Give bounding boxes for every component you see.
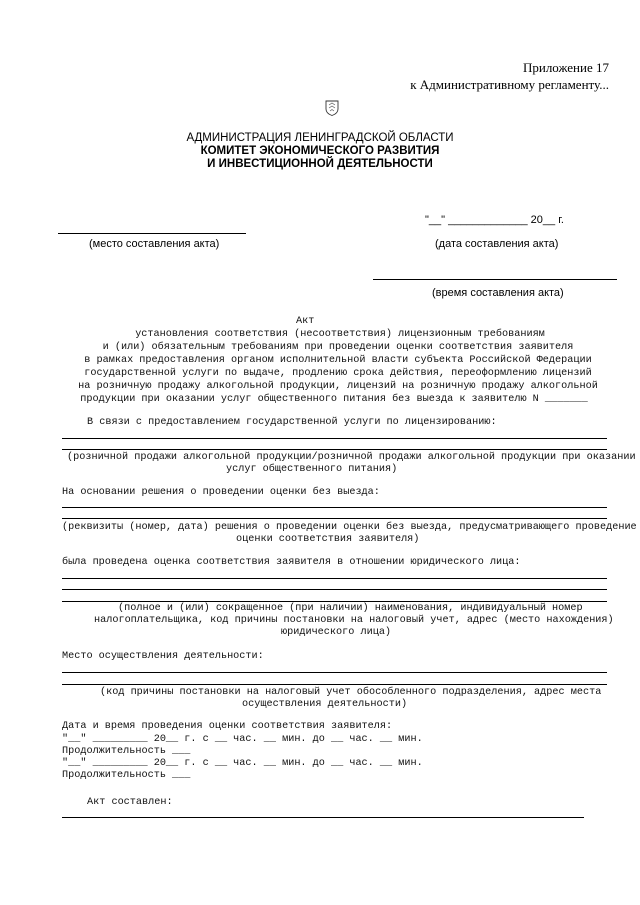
- place-lead: Место осуществления деятельности:: [62, 651, 264, 662]
- act-subject-line-3: в рамках предоставления органом исполнительной власти субъекта Российской Федерации: [84, 355, 592, 366]
- place-caption-1: (код причины постановки на налоговый учет обособленного подразделения, адрес места: [100, 687, 602, 698]
- act-subject-line-2: и (или) обязательным требованиям при проведении оценки соответствия заявителя: [102, 342, 574, 353]
- place-line[interactable]: [58, 233, 246, 234]
- decision-lead: На основании решения о проведении оценки без выезда:: [62, 487, 380, 498]
- decision-caption-2: оценки соответствия заявителя): [236, 534, 420, 545]
- appendix-number: Приложение 17: [522, 60, 609, 75]
- compiled-line[interactable]: [62, 817, 584, 818]
- place-line-2[interactable]: [62, 684, 607, 685]
- place-caption-2: осуществления деятельности): [242, 699, 408, 710]
- duration-1[interactable]: Продолжительность ___: [62, 746, 191, 757]
- header-committee: КОМИТЕТ ЭКОНОМИЧЕСКОГО РАЗВИТИЯ: [200, 145, 440, 157]
- decision-line-1[interactable]: [62, 507, 607, 508]
- licensing-caption-1: (розничной продажи алкогольной продукции/розничной продажи алкогольной продукции при оказании: [67, 452, 636, 463]
- header-administration: АДМИНИСТРАЦИЯ ЛЕНИНГРАДСКОЙ ОБЛАСТИ: [186, 132, 454, 144]
- entity-line-2[interactable]: [62, 589, 607, 590]
- time-lead: Дата и время проведения оценки соответствия заявителя:: [62, 721, 393, 732]
- act-subject-line-4: государственной услуги по выдаче, продлению срока действия, переоформлению лицензий: [84, 368, 592, 379]
- licensing-lead: В связи с предоставлением государственной услуги по лицензированию:: [87, 417, 497, 428]
- place-line-1[interactable]: [62, 672, 607, 673]
- act-title: Акт: [296, 316, 315, 327]
- date-caption: (дата составления акта): [435, 238, 559, 250]
- time-line[interactable]: [373, 279, 617, 280]
- date-field[interactable]: "__" _____________ 20__ г.: [425, 214, 564, 226]
- place-caption: (место составления акта): [89, 238, 220, 250]
- header-committee-cont: И ИНВЕСТИЦИОННОЙ ДЕЯТЕЛЬНОСТИ: [207, 158, 433, 170]
- entity-caption-3: юридического лица): [281, 627, 392, 638]
- time-row-2[interactable]: "__" _________ 20__ г. с __ час. __ мин. до __ час. __ мин.: [62, 758, 423, 769]
- duration-2[interactable]: Продолжительность ___: [62, 770, 191, 781]
- time-row-1[interactable]: "__" _________ 20__ г. с __ час. __ мин. до __ час. __ мин.: [62, 734, 423, 745]
- appendix-reference: к Административному регламенту...: [410, 77, 609, 92]
- compiled-lead: Акт составлен:: [87, 797, 173, 808]
- time-caption: (время составления акта): [432, 287, 564, 299]
- decision-caption-1: (реквизиты (номер, дата) решения о проведении оценки без выезда, предусматривающего проведение: [62, 522, 637, 533]
- act-subject-line-5: на розничную продажу алкогольной продукции, лицензий на розничную продажу алкогольной: [78, 381, 598, 392]
- act-subject-line-1: установления соответствия (несоответствия) лицензионным требованиям: [135, 329, 545, 340]
- decision-line-2[interactable]: [62, 518, 607, 519]
- entity-caption-1: (полное и (или) сокращенное (при наличии) наименования, индивидуальный номер: [118, 603, 583, 614]
- licensing-line-1[interactable]: [62, 438, 607, 439]
- entity-lead: была проведена оценка соответствия заявителя в отношении юридического лица:: [62, 557, 521, 568]
- entity-line-1[interactable]: [62, 578, 607, 579]
- entity-caption-2: налогоплательщика, код причины постановки на налоговый учет, адрес (место нахождения): [94, 615, 614, 626]
- act-subject-line-6: продукции при оказании услуг общественного питания без выезда к заявителю N _______: [80, 394, 588, 405]
- licensing-line-2[interactable]: [62, 449, 607, 450]
- licensing-caption-2: услуг общественного питания): [226, 464, 398, 475]
- coat-of-arms-icon: [325, 100, 339, 116]
